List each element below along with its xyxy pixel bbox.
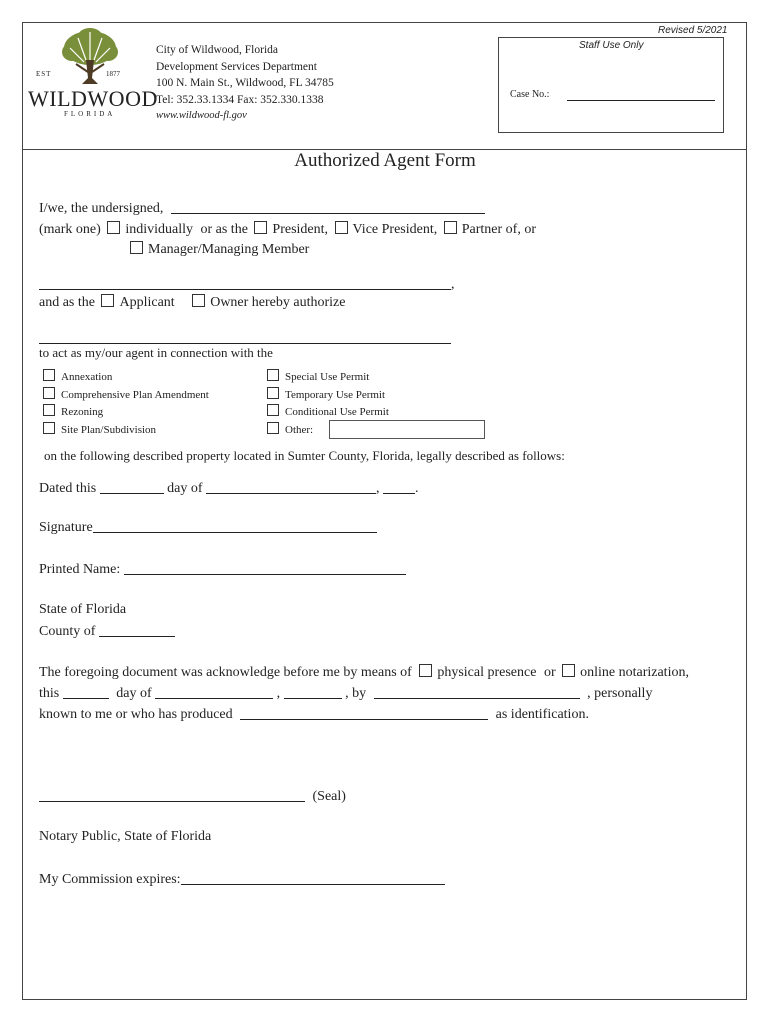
- dated-month-field[interactable]: [206, 480, 376, 494]
- site-plan-checkbox[interactable]: [43, 422, 55, 434]
- entity-row: [39, 276, 455, 293]
- county-row: [39, 623, 175, 640]
- phone-fax: Tel: 352.33.1334 Fax: 352.330.1338: [156, 93, 324, 106]
- entity-name-field[interactable]: [39, 276, 451, 290]
- agent-name-field[interactable]: [39, 343, 451, 344]
- wildwood-logo: [28, 26, 158, 122]
- dated-comma: ,: [376, 481, 380, 496]
- entity-comma: ,: [451, 277, 455, 292]
- vice-president-label: Vice President,: [352, 222, 438, 237]
- identification-field[interactable]: [240, 706, 488, 720]
- state-label: State of Florida: [39, 602, 127, 617]
- other-label: Other:: [285, 423, 314, 436]
- logo-wordmark: WILDWOOD: [28, 86, 158, 111]
- logo-est: EST: [36, 70, 52, 78]
- notary-known-label: known to me or who has produced: [39, 707, 233, 722]
- manager-row: [130, 241, 309, 258]
- owner-checkbox[interactable]: [192, 294, 205, 307]
- physical-presence-label: physical presence: [437, 665, 537, 680]
- case-no-label: Case No.:: [510, 89, 550, 100]
- county-field[interactable]: [99, 623, 175, 637]
- dated-this-label: Dated this: [39, 481, 97, 496]
- notary-this-label: this: [39, 686, 60, 701]
- signature-row: [39, 519, 377, 536]
- logo-year: 1877: [106, 70, 120, 78]
- conditional-use-label: Conditional Use Permit: [285, 406, 389, 418]
- commission-row: [39, 871, 445, 888]
- notary-day-field[interactable]: [63, 685, 109, 699]
- notary-signer-field[interactable]: [374, 685, 580, 699]
- notary-by-label: , by: [345, 686, 367, 701]
- comp-plan-checkbox[interactable]: [43, 387, 55, 399]
- conditional-use-checkbox[interactable]: [267, 404, 279, 416]
- case-no-field[interactable]: [567, 100, 715, 101]
- staff-use-title: Staff Use Only: [579, 40, 644, 51]
- city-name: City of Wildwood, Florida: [156, 44, 278, 56]
- notary-line-2: [39, 685, 652, 702]
- comp-plan-label: Comprehensive Plan Amendment: [61, 388, 209, 401]
- president-label: President,: [272, 222, 329, 237]
- street-address: 100 N. Main St., Wildwood, FL 34785: [156, 77, 334, 89]
- vice-president-checkbox[interactable]: [335, 221, 348, 234]
- commission-field[interactable]: [181, 871, 445, 885]
- printed-name-row: [39, 561, 406, 578]
- undersigned-name-field[interactable]: [171, 200, 485, 214]
- notary-month-field[interactable]: [155, 685, 273, 699]
- other-checkbox[interactable]: [267, 422, 279, 434]
- undersigned-row: [39, 200, 485, 217]
- mark-one-label: (mark one): [39, 222, 101, 237]
- to-act-label: to act as my/our agent in connection with the: [39, 345, 273, 360]
- rezoning-checkbox[interactable]: [43, 404, 55, 416]
- form-title: Authorized Agent Form: [294, 150, 476, 171]
- individually-checkbox[interactable]: [107, 221, 120, 234]
- notary-year-field[interactable]: [284, 685, 342, 699]
- dated-day-of-label: day of: [167, 481, 203, 496]
- special-use-label: Special Use Permit: [285, 371, 370, 383]
- signature-field[interactable]: [93, 519, 377, 533]
- online-notarization-label: online notarization,: [580, 665, 689, 680]
- revision-date: Revised 5/2021: [658, 25, 728, 36]
- printed-name-label: Printed Name:: [39, 562, 121, 577]
- notary-signature-field[interactable]: [39, 788, 305, 802]
- identification-label: as identification.: [495, 707, 589, 722]
- notary-line-3: [39, 706, 589, 723]
- seal-label: (Seal): [312, 789, 346, 804]
- and-as-the-label: and as the: [39, 295, 95, 310]
- notary-or-label: or: [543, 665, 556, 680]
- department-name: Development Services Department: [156, 60, 317, 73]
- dated-year-field[interactable]: [383, 480, 415, 494]
- website: www.wildwood-fl.gov: [156, 110, 247, 121]
- applicant-label: Applicant: [119, 295, 175, 310]
- president-checkbox[interactable]: [254, 221, 267, 234]
- request-list-left: [43, 369, 209, 439]
- other-input[interactable]: [329, 420, 485, 439]
- county-of-label: County of: [39, 624, 96, 639]
- applicant-checkbox[interactable]: [101, 294, 114, 307]
- property-description-label: on the following described property located in Sumter County, Florida, legally described as follows:: [44, 448, 565, 463]
- printed-name-field[interactable]: [124, 561, 406, 575]
- special-use-checkbox[interactable]: [267, 369, 279, 381]
- capacity-row: [39, 221, 536, 238]
- temporary-use-checkbox[interactable]: [267, 387, 279, 399]
- undersigned-label: I/we, the undersigned,: [39, 201, 164, 216]
- commission-label: My Commission expires:: [39, 872, 181, 887]
- staff-use-box: [498, 37, 724, 133]
- manager-checkbox[interactable]: [130, 241, 143, 254]
- dated-day-field[interactable]: [100, 480, 164, 494]
- individually-label: individually: [125, 222, 193, 237]
- notary-public-label: Notary Public, State of Florida: [39, 829, 212, 844]
- partner-label: Partner of, or: [461, 222, 536, 237]
- or-as-the-label: or as the: [200, 222, 248, 237]
- notary-line-1: [39, 664, 689, 681]
- manager-label: Manager/Managing Member: [148, 242, 310, 257]
- seal-row: [39, 788, 346, 805]
- partner-checkbox[interactable]: [444, 221, 457, 234]
- owner-label: Owner hereby authorize: [210, 295, 346, 310]
- online-notarization-checkbox[interactable]: [562, 664, 575, 677]
- notary-day-of-label: day of: [116, 686, 152, 701]
- temporary-use-label: Temporary Use Permit: [285, 388, 386, 401]
- notary-personally-label: , personally: [587, 686, 653, 701]
- dated-row: [39, 480, 419, 497]
- role-row: [39, 294, 345, 311]
- notary-statement: The foregoing document was acknowledge before me by means of: [39, 665, 412, 680]
- annexation-label: Annexation: [61, 371, 113, 383]
- city-address-block: [156, 42, 334, 125]
- annexation-checkbox[interactable]: [43, 369, 55, 381]
- rezoning-label: Rezoning: [61, 406, 104, 418]
- logo-subtitle: FLORIDA: [64, 110, 116, 118]
- signature-label: Signature: [39, 520, 93, 535]
- notary-comma: ,: [276, 686, 281, 701]
- physical-presence-checkbox[interactable]: [419, 664, 432, 677]
- dated-period: .: [415, 481, 419, 496]
- site-plan-label: Site Plan/Subdivision: [61, 423, 157, 436]
